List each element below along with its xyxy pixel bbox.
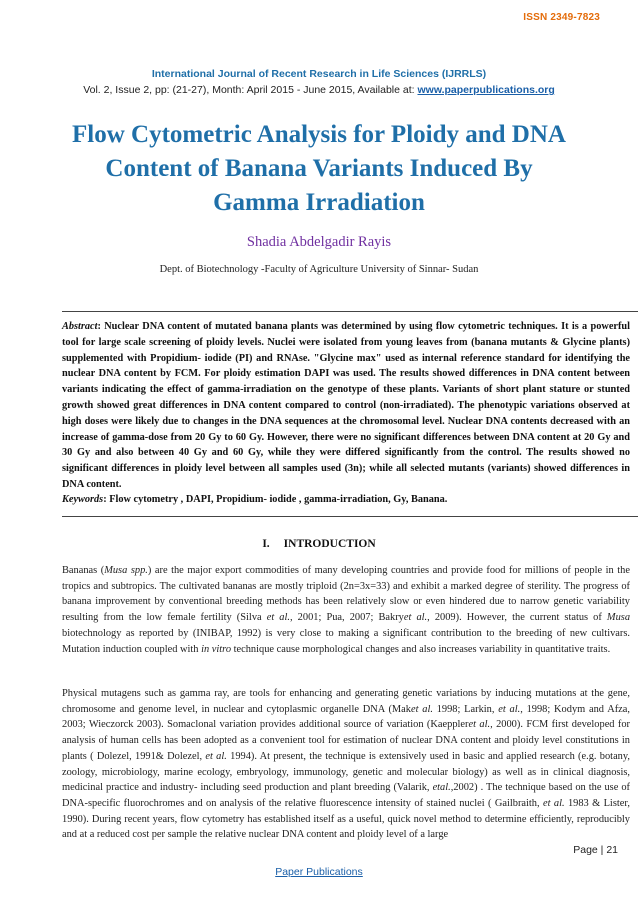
divider-bottom bbox=[62, 516, 638, 517]
author-name: Shadia Abdelgadir Rayis bbox=[246, 234, 392, 250]
page-number: Page | 21 bbox=[573, 844, 618, 856]
text-run: 1994). At present, the technique is extensively used in basic and applied research (e.g. botany, zoology, microbiology, marine ecology, embryology, immunology, genetic and molecular biology) as well as in clinical diagnosis, medicinal practice and industry- including seed production and plant breeding (Valarik, bbox=[62, 750, 630, 794]
text-run: 2002) . The technique based on the use of DNA-specific fluorochromes and on analysis of the relative fluorescence intensity of stained nuclei ( Gailbraith, bbox=[62, 782, 630, 809]
keywords-label: Keywords bbox=[62, 494, 104, 505]
text-run-italic: et al., bbox=[468, 719, 493, 731]
text-run: 2000). FCM first developed for analysis of human cells has been adopted as a convenient tool for estimation of nuclear DNA content and ploidy level constitutions in plants ( Dolezel, 1991& Dolezel, bbox=[62, 719, 631, 762]
text-run: 1983 & Lister, 1990). During recent years, flow cytometry has established itself as a useful, quick novel method to determine efficiently, reproducibly and at a reduced cost per sample the relative nuclear DNA content and ploidy level of a large bbox=[62, 797, 631, 841]
abstract bbox=[62, 319, 630, 493]
text-run-italic: etal., bbox=[432, 782, 454, 794]
paper-title bbox=[40, 118, 598, 220]
publisher-link[interactable]: Paper Publications bbox=[275, 866, 363, 878]
journal-name: International Journal of Recent Research in Life Sciences (IJRRLS) bbox=[151, 68, 487, 80]
text-run: , 1998; Kodym and Afza, 2003; Wieczorck 2003). Somaclonal variation provides additional source of variation (Kaeppler bbox=[62, 703, 630, 731]
divider-top bbox=[62, 311, 638, 312]
text-run-italic: et al. bbox=[205, 750, 227, 762]
keywords bbox=[62, 494, 630, 505]
text-run: 1998; Larkin, bbox=[432, 703, 499, 715]
abstract-label: Abstract bbox=[62, 321, 98, 332]
title-line: Flow Cytometric Analysis for Ploidy and DNA bbox=[72, 121, 566, 148]
text-run: Bananas ( bbox=[62, 565, 105, 576]
volume-text: Vol. 2, Issue 2, pp: (21-27), Month: April 2015 - June 2015, Available at: bbox=[83, 84, 418, 96]
text-run-italic: et al., bbox=[266, 612, 293, 624]
text-run-italic: et al. bbox=[542, 797, 565, 809]
text-run: Physical mutagens such as gamma ray, are tools for enhancing and generating genetic variations by inducing mutations at the gene, chromosome and genome level, in nuclear and cytoplasmic organelle DNA (Mak bbox=[62, 688, 630, 715]
issn-label: ISSN 2349-7823 bbox=[523, 12, 600, 23]
text-run: technique cause morphological changes and also increases variability in quantitative traits. bbox=[231, 643, 611, 655]
title-line: Content of Banana Variants Induced By bbox=[105, 155, 533, 182]
section-number: I. bbox=[262, 538, 270, 550]
text-run-italic: Musa bbox=[606, 612, 631, 624]
title-line: Gamma Irradiation bbox=[213, 189, 425, 216]
intro-paragraph-2 bbox=[62, 686, 630, 843]
text-run: ) are the major export commodities of many developing countries and provide food for millions of people in the tropics and subtropics. The cultivated bananas are mostly triploid (2n=3x=33) and exhibit a marked degree of sterility. The progress of banana improvement by conventional breeding methods has been relatively slow or even hindered due to narrow genetic variability resulting from the low female fertility (Silva bbox=[62, 565, 630, 624]
author-affiliation: Dept. of Biotechnology -Faculty of Agriculture University of Sinnar- Sudan bbox=[159, 264, 479, 275]
text-run: , 2009). However, the current status of bbox=[427, 612, 607, 624]
text-run: 2001; Pua, 2007; Bakry bbox=[292, 612, 404, 624]
text-run-italic: Musa spp. bbox=[104, 565, 148, 576]
text-run-italic: in vitro bbox=[201, 643, 232, 655]
abstract-text: : Nuclear DNA content of mutated banana plants was determined by using flow cytometric techniques. It is a powerful tool for large scale screening of ploidy levels. Nuclei were isolated from young leaves from (banana mutants & Glycine plants) supplemented with Propidium- iodide (PI) and RNAse. "Glycine max" used as internal reference standard for identifying the nuclear DNA content by FCM. For ploidy estimation DAPI was used. The results showed differences in DNA content between variants indicating the effect of gamma-irradiation on the genotype of these plants. Variants of short plant stature or stunted growth showed great differences in DNA content compared to control (non-irradiated). The phenotypic variations observed at high doses were likely due to changes in the DNA sequences at the chromosomal level. Nuclear DNA contents decreased with an increase of gamma-dose from 20 Gy to 60 Gy. However, there were no significant differences between DNA content at 20 Gy and 30 Gy and also between 40 Gy and 60 Gy, while they were differed significantly from the control. The results showed no significant differences in ploidy level between all samples used (3n); while all selected mutants (variants) showed differences in DNA content. bbox=[62, 321, 630, 490]
section-title: INTRODUCTION bbox=[283, 538, 376, 550]
text-run-italic: et al. bbox=[403, 612, 428, 624]
intro-paragraph-1 bbox=[62, 563, 630, 657]
text-run-italic: et al. bbox=[410, 703, 433, 715]
section-heading bbox=[0, 538, 638, 550]
website-link[interactable]: www.paperpublications.org bbox=[417, 84, 555, 96]
volume-info bbox=[0, 84, 638, 96]
text-run-italic: et al. bbox=[498, 703, 521, 715]
text-run: biotechnology as reported by (INIBAP, 1992) is very close to making a significant contribution to the breeding of new cultivars. Mutation induction coupled with bbox=[62, 627, 630, 655]
keywords-text: : Flow cytometry , DAPI, Propidium- iodide , gamma-irradiation, Gy, Banana. bbox=[103, 494, 448, 505]
